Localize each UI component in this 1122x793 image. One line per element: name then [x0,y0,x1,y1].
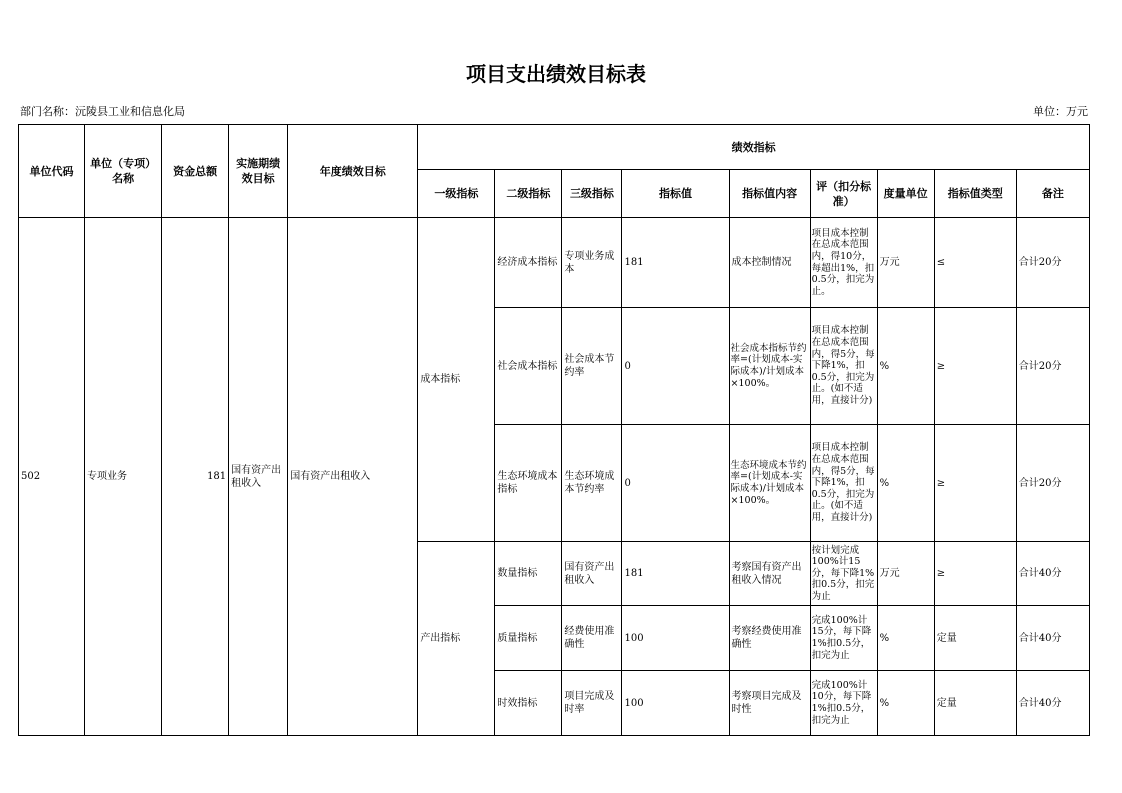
cell-level2: 生态环境成本指标 [495,425,562,542]
cell-level3: 国有资产出租收入 [562,542,622,606]
cell-type: ≥ [934,425,1016,542]
cell-level1: 成本指标 [418,218,495,542]
header-level3: 三级指标 [562,170,622,218]
cell-score: 按计划完成100%计15分，每下降1%扣0.5分，扣完为止 [810,542,877,606]
cell-remark: 合计20分 [1016,425,1089,542]
header-score: 评（扣分标准） [810,170,877,218]
cell-remark: 合计40分 [1016,542,1089,606]
header-content: 指标值内容 [729,170,810,218]
cell-measure: 万元 [877,542,934,606]
cell-level2: 经济成本指标 [495,218,562,308]
table-row [19,218,1090,308]
cell-value: 100 [622,671,729,736]
header-value: 指标值 [622,170,729,218]
cell-level3: 项目完成及时率 [562,671,622,736]
cell-remark: 合计40分 [1016,671,1089,736]
cell-type: ≤ [934,218,1016,308]
cell-measure: % [877,671,934,736]
cell-level2: 数量指标 [495,542,562,606]
cell-score: 项目成本控制在总成本范围内，得5分，每下降1%，扣0.5分，扣完为止。(如不适用，直接计分) [810,425,877,542]
cell-measure: % [877,606,934,671]
cell-measure: 万元 [877,218,934,308]
cell-score: 完成100%计10分，每下降1%扣0.5分，扣完为止 [810,671,877,736]
header-level1: 一级指标 [418,170,495,218]
cell-score: 项目成本控制在总成本范围内，得5分，每下降1%，扣0.5分，扣完为止。(如不适用，直接计分) [810,308,877,425]
header-period-goal: 实施期绩效目标 [229,125,288,218]
cell-type: ≥ [934,542,1016,606]
cell-level2: 质量指标 [495,606,562,671]
cell-value: 0 [622,308,729,425]
header-type: 指标值类型 [934,170,1016,218]
header-remark: 备注 [1016,170,1089,218]
cell-annual-goal: 国有资产出租收入 [288,218,418,736]
cell-unit-code: 502 [19,218,85,736]
cell-level1: 产出指标 [418,542,495,736]
performance-table [18,124,1090,736]
header-measure: 度量单位 [877,170,934,218]
header-unit-name: 单位（专项）名称 [85,125,162,218]
cell-remark: 合计20分 [1016,308,1089,425]
cell-measure: % [877,425,934,542]
header-total-funds: 资金总额 [162,125,229,218]
cell-value: 0 [622,425,729,542]
department-name: 部门名称：沅陵县工业和信息化局 [20,105,185,118]
cell-content: 考察经费使用准确性 [729,606,810,671]
cell-score: 完成100%计15分，每下降1%扣0.5分，扣完为止 [810,606,877,671]
page-title: 项目支出绩效目标表 [466,62,646,86]
cell-measure: % [877,308,934,425]
cell-score: 项目成本控制在总成本范围内，得10分，每超出1%，扣0.5分，扣完为止。 [810,218,877,308]
cell-value: 181 [622,218,729,308]
cell-period-goal: 国有资产出租收入 [229,218,288,736]
header-annual-goal: 年度绩效目标 [288,125,418,218]
cell-type: 定量 [934,606,1016,671]
cell-type: 定量 [934,671,1016,736]
cell-level3: 社会成本节约率 [562,308,622,425]
cell-content: 社会成本指标节约率=(计划成本-实际成本)/计划成本×100%。 [729,308,810,425]
cell-content: 考察国有资产出租收入情况 [729,542,810,606]
cell-level2: 时效指标 [495,671,562,736]
cell-level3: 经费使用准确性 [562,606,622,671]
cell-value: 100 [622,606,729,671]
header-level2: 二级指标 [495,170,562,218]
header-performance: 绩效指标 [418,125,1090,170]
unit-label: 单位：万元 [1033,105,1088,118]
cell-type: ≥ [934,308,1016,425]
cell-level2: 社会成本指标 [495,308,562,425]
cell-content: 成本控制情况 [729,218,810,308]
cell-remark: 合计20分 [1016,218,1089,308]
header-unit-code: 单位代码 [19,125,85,218]
cell-value: 181 [622,542,729,606]
cell-content: 生态环境成本节约率=(计划成本-实际成本)/计划成本×100%。 [729,425,810,542]
cell-remark: 合计40分 [1016,606,1089,671]
cell-level3: 专项业务成本 [562,218,622,308]
cell-unit-name: 专项业务 [85,218,162,736]
cell-content: 考察项目完成及时性 [729,671,810,736]
cell-total-funds: 181 [162,218,229,736]
cell-level3: 生态环境成本节约率 [562,425,622,542]
